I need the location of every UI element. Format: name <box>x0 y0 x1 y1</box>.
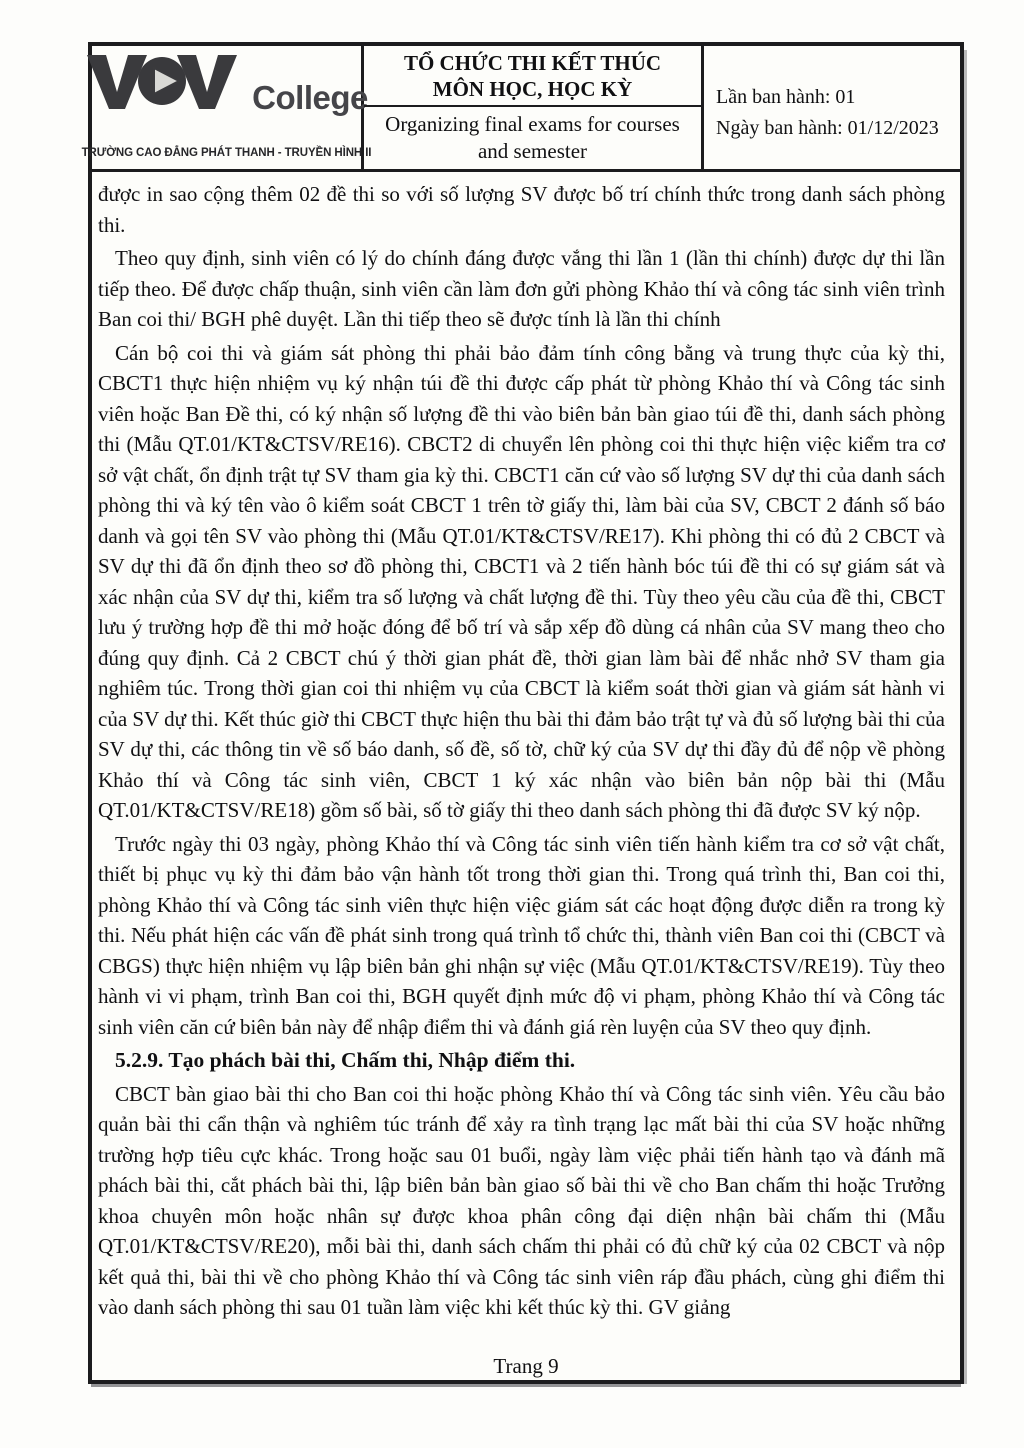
document-header <box>81 46 960 172</box>
page-number: Trang 9 <box>493 1354 559 1378</box>
document-body <box>92 172 960 1323</box>
logo-subtitle: TRƯỜNG CAO ĐẲNG PHÁT THANH - TRUYỀN HÌNH II <box>81 147 372 159</box>
issue-info-cell <box>704 46 960 169</box>
paragraph: Trước ngày thi 03 ngày, phòng Khảo thí và Công tác sinh viên tiến hành kiểm tra cơ sở vật chất, thiết bị phục vụ kỳ thi đảm bảo vận hành tốt trong thời gian thi. Trong quá trình thi, Ban coi thi, phòng Khảo thí và Công tác sinh viên thực hiện việc giám sát các hoạt động được diễn ra trong kỳ thi. Nếu phát hiện các vấn đề phát sinh trong quá trình tổ chức thi, thành viên Ban coi thi (CBCT và CBGS) thực hiện nhiệm vụ lập biên bản ghi nhận sự việc (Mẫu QT.01/KT&CTSV/RE19). Tùy theo hành vi vi phạm, trình Ban coi thi, BGH quyết định mức độ vi phạm, phòng Khảo thí và Công tác sinh viên căn cứ biên bản này để nhập điểm thi và đánh giá rèn luyện của SV theo quy định. <box>98 831 945 1039</box>
paragraph: Cán bộ coi thi và giám sát phòng thi phải bảo đảm tính công bằng và trung thực của kỳ thi, CBCT1 thực hiện nhiệm vụ ký nhận túi đề thi được cấp phát từ phòng Khảo thí và Công tác sinh viên hoặc Ban Đề thi, có ký nhận số lượng đề thi vào biên bản bàn giao túi đề thi, danh sách phòng thi (Mẫu QT.01/KT&CTSV/RE16). CBCT2 di chuyển lên phòng coi thi thực hiện việc kiểm tra cơ sở vật chất, ổn định trật tự SV tham gia kỳ thi. CBCT1 căn cứ vào số lượng SV dự thi của danh sách phòng thi và ký tên vào ô kiểm soát CBCT 1 trên tờ giấy thi, làm bài của SV, CBCT 2 đánh số báo danh và gọi tên SV vào phòng thi (Mẫu QT.01/KT&CTSV/RE17). Khi phòng thi có đủ 2 CBCT và SV dự thi đã ổn định theo sơ đồ phòng thi, CBCT1 và 2 tiến hành bóc túi đề thi có sự giám sát và xác nhận của SV dự thi, kiểm tra số lượng và chất lượng đề thi. Tùy theo yêu cầu của đề thi, CBCT lưu ý trường hợp đề thi mở hoặc đóng để bố trí và sắp xếp đồ dùng cá nhân của SV mang theo cho đúng quy định. Cả 2 CBCT chú ý thời gian phát đề, thời gian làm bài để nhắc nhở SV tham gia nghiêm túc. Trong thời gian coi thi nhiệm vụ của CBCT là kiểm soát thời gian và giám sát hành vi của SV dự thi. Kết thúc giờ thi CBCT thực hiện thu bài thi đảm bảo trật tự và đủ số lượng bài thi của SV dự thi, các thông tin về số báo danh, số đề, số tờ, chữ ký của SV dự thi đầy đủ để nộp về phòng Khảo thí và Công tác sinh viên, CBCT 1 ký xác nhận vào biên bản nộp bài thi (Mẫu QT.01/KT&CTSV/RE18) gồm số bài, số tờ giấy thi theo danh sách phòng thi đã được SV ký nộp. <box>98 340 945 822</box>
logo-college-text: College <box>252 79 368 116</box>
issue-revision: Lần ban hành: 01 <box>716 86 856 108</box>
vov-college-logo <box>85 54 368 115</box>
document-title-english: Organizing final exams for courses and semester <box>385 112 680 164</box>
document-title-vietnamese <box>364 46 701 107</box>
title-cell <box>364 46 704 169</box>
title-vi-line1: TỔ CHỨC THI KẾT THÚC <box>403 50 662 75</box>
paragraph: Theo quy định, sinh viên có lý do chính đáng được vắng thi lần 1 (lần thi chính) được dự thi lần tiếp theo. Để được chấp thuận, sinh viên cần làm đơn gửi phòng Khảo thí và công tác sinh viên trình Ban coi thi/ BGH phê duyệt. Lần thi tiếp theo sẽ được tính là lần thi chính <box>98 246 945 331</box>
issue-date: Ngày ban hành: 01/12/2023 <box>716 117 939 139</box>
logo-cell <box>81 46 372 169</box>
title-vi-line2: MÔN HỌC, HỌC KỲ <box>432 76 633 101</box>
page-border-frame <box>81 42 964 1384</box>
vov-logo-icon <box>85 54 247 115</box>
paragraph: CBCT bàn giao bài thi cho Ban coi thi hoặc phòng Khảo thí và Công tác sinh viên. Yêu cầu bảo quản bài thi cẩn thận và nghiêm túc tránh để xảy ra tình trạng lạc mất bài thi của SV hoặc những trường hợp tiêu cực khác. Trong hoặc sau 01 buổi, ngày làm việc phải tiến hành tạo và đánh mã phách bài thi, cắt phách bài thi, lập biên bản bàn giao số bài thi về cho Ban chấm thi hoặc Trưởng khoa chuyên môn hoặc nhân sự được khoa phân công đại diện nhận bài chấm thi (Mẫu QT.01/KT&CTSV/RE20), mỗi bài thi, danh sách chấm thi phải có đủ chữ ký của 02 CBCT và nộp kết quả thi, bài thi về cho phòng Khảo thí và Công tác sinh viên ráp đầu phách, cùng ghi điểm thi vào danh sách phòng thi sau 01 tuần làm việc khi kết thúc kỳ thi. GV giảng <box>98 1081 945 1319</box>
paragraph: được in sao cộng thêm 02 đề thi so với số lượng SV được bố trí chính thức trong danh sách phòng thi. <box>98 182 945 237</box>
section-heading-529: 5.2.9. Tạo phách bài thi, Chấm thi, Nhập điểm thi. <box>115 1048 576 1072</box>
